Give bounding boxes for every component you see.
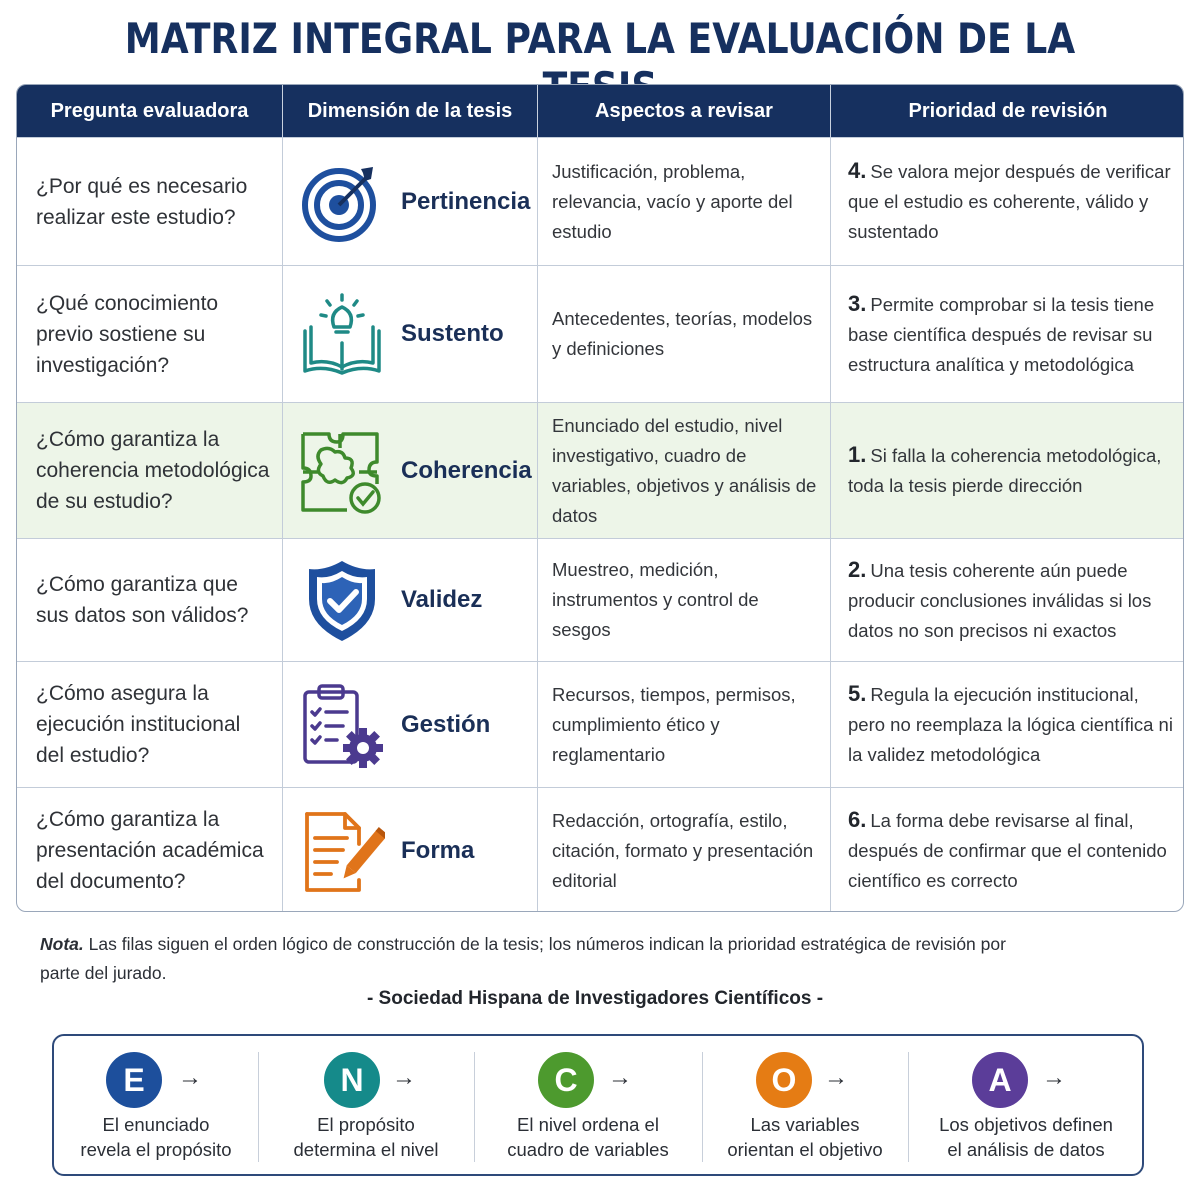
aspects-text: Antecedentes, teorías, modelos y definiciones (552, 308, 813, 359)
table-row (17, 137, 1183, 265)
legend-letter-c: C (538, 1052, 594, 1108)
question-text: ¿Cómo garantiza la coherencia metodológica de su estudio? (36, 428, 270, 513)
header-aspectos: Aspectos a revisar (538, 85, 831, 137)
legend-item: C → El nivel ordena el cuadro de variables (474, 1036, 702, 1174)
clipboard-gear-icon (299, 682, 385, 768)
document-pencil-icon (299, 808, 385, 894)
evaluation-matrix (16, 84, 1184, 912)
header-pregunta: Pregunta evaluadora (17, 85, 283, 137)
dimension-label: Validez (401, 586, 483, 613)
priority-number: 3. (848, 290, 867, 316)
aspects-text: Justificación, problema, relevancia, vacío y aporte del estudio (552, 160, 793, 242)
priority-text: 6. La forma debe revisarse al final, después de confirmar que el contenido científico es correcto (848, 807, 1167, 891)
aspects-text: Muestreo, medición, instrumentos y control de sesgos (552, 559, 759, 640)
footnote-label: Nota. (40, 934, 84, 954)
page-title: MATRIZ INTEGRAL PARA LA EVALUACIÓN DE LA (124, 14, 1076, 63)
table-row (17, 661, 1183, 787)
priority-number: 1. (848, 442, 867, 467)
dimension-label: Forma (401, 836, 475, 864)
puzzle-check-icon (299, 428, 385, 514)
legend-letter-e: E (106, 1052, 162, 1108)
footnote (40, 930, 1040, 988)
table-header (17, 85, 1183, 137)
arrow-right-icon: → (1042, 1064, 1066, 1091)
arrow-right-icon: → (608, 1064, 632, 1091)
question-text: ¿Cómo garantiza la presentación académica del documento? (36, 808, 264, 893)
signature: - Sociedad Hispana de Investigadores Científicos - (366, 988, 824, 1009)
arrow-right-icon: → (824, 1064, 848, 1091)
priority-number: 5. (848, 681, 867, 706)
legend-letter-n: N (324, 1052, 380, 1108)
footnote-text: Las filas siguen el orden lógico de construcción de la tesis; los números indican la prioridad estratégica de revisión por parte del jurado. (40, 934, 1006, 983)
dimension-label: Gestión (401, 710, 491, 738)
table-row-highlighted (17, 402, 1183, 538)
shield-check-icon (299, 557, 385, 643)
table-row (17, 265, 1183, 402)
header-prioridad: Prioridad de revisión (908, 99, 1108, 122)
priority-text: 2. Una tesis coherente aún puede producir conclusiones inválidas si los datos no son precisos ni exactos (848, 556, 1152, 641)
book-lightbulb-icon (299, 291, 385, 377)
aspects-text: Enunciado del estudio, nivel investigativo, cuadro de variables, objetivos y análisis de datos (552, 414, 817, 526)
aspects-text: Recursos, tiempos, permisos, cumplimiento ético y reglamentario (552, 683, 796, 765)
table-row (17, 538, 1183, 661)
target-icon (299, 159, 385, 245)
question-text: ¿Cómo asegura la ejecución institucional del estudio? (36, 682, 241, 767)
legend-letter-o: O (756, 1052, 812, 1108)
legend-item: A → Los objetivos definen el análisis de datos (908, 1036, 1144, 1174)
priority-number: 4. (848, 158, 867, 183)
legend-item: N → El propósito determina el nivel (258, 1036, 474, 1174)
arrow-right-icon: → (392, 1064, 416, 1091)
header-dimension: Dimensión de la tesis (283, 85, 538, 137)
priority-text: 4. Se valora mejor después de verificar que el estudio es coherente, válido y sustentado (848, 158, 1171, 242)
priority-number: 6. (848, 807, 867, 832)
arrow-right-icon: → (178, 1064, 202, 1091)
priority-text: 5. Regula la ejecución institucional, pero no reemplaza la lógica científica ni la validez metodológica (848, 681, 1173, 765)
question-text: ¿Qué conocimiento previo sostiene su investigación? (36, 291, 219, 377)
encoa-legend (52, 1034, 1144, 1176)
question-text: ¿Cómo garantiza que sus datos son válidos? (36, 573, 249, 627)
legend-item: E → El enunciado revela el propósito (54, 1036, 258, 1174)
priority-text: 3. Permite comprobar si la tesis tiene base científica después de revisar su estructura analítica y metodológica (848, 290, 1155, 375)
dimension-label: Pertinencia (401, 187, 531, 215)
dimension-label: Coherencia (401, 456, 532, 484)
dimension-label: Sustento (401, 320, 504, 347)
aspects-text: Redacción, ortografía, estilo, citación, formato y presentación editorial (552, 809, 814, 891)
table-row (17, 787, 1183, 912)
legend-item: O → Las variables orientan el objetivo (702, 1036, 908, 1174)
legend-letter-a: A (972, 1052, 1028, 1108)
question-text: ¿Por qué es necesario realizar este estudio? (36, 174, 248, 229)
priority-number: 2. (848, 556, 867, 582)
priority-text: 1. Si falla la coherencia metodológica, toda la tesis pierde dirección (848, 442, 1162, 496)
